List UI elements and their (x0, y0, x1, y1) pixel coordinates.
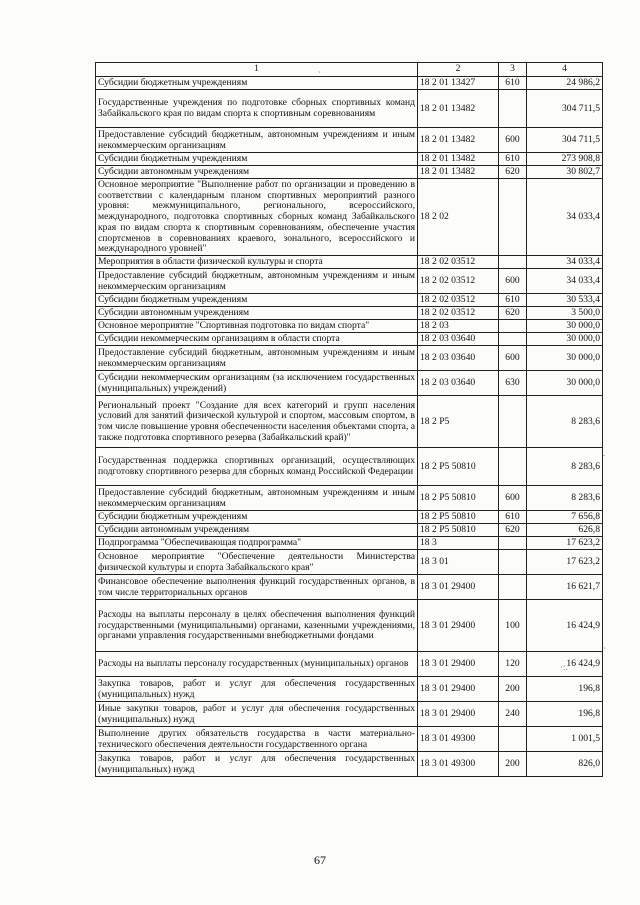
table-row (96, 652, 603, 677)
table-row (96, 269, 603, 294)
row-name-cell: Основное мероприятие "Обеспечение деятельности Министерства физической культуры и спорта Забайкальского края" (96, 550, 418, 575)
scan-artifact: ·:. (560, 662, 568, 672)
row-type-cell: 620 (499, 524, 527, 537)
row-amount-cell: 30 802,7 (527, 166, 603, 179)
row-amount-cell: 34 033,4 (527, 256, 603, 269)
row-name-cell: Субсидии некоммерческим организациям (за исключением государственных (муниципальных) учреждений) (96, 371, 418, 396)
row-code-cell: 18 2 02 03512 (418, 294, 499, 307)
row-amount-cell: 304 711,5 (527, 128, 603, 153)
page-number: 67 (314, 853, 326, 867)
row-amount-cell: 16 424,9 (527, 652, 603, 677)
table-row (96, 166, 603, 179)
table-row (96, 677, 603, 702)
row-type-cell: 610 (499, 511, 527, 524)
row-code-cell: 18 2 02 (418, 179, 499, 256)
row-amount-cell: 17 623,2 (527, 550, 603, 575)
row-amount-cell: 7 656,8 (527, 511, 603, 524)
row-type-cell (499, 575, 527, 600)
row-code-cell: 18 2 P5 50810 (418, 524, 499, 537)
row-type-cell: 600 (499, 128, 527, 153)
row-code-cell: 18 2 P5 50810 (418, 448, 499, 486)
row-amount-cell: 34 033,4 (527, 179, 603, 256)
row-name-cell: Финансовое обеспечение выполнения функций государственных органов, в том числе территориальных органов (96, 575, 418, 600)
row-type-cell: 240 (499, 702, 527, 727)
table-row (96, 153, 603, 166)
row-type-cell: 600 (499, 346, 527, 371)
row-code-cell: 18 3 01 29400 (418, 677, 499, 702)
table-row (96, 256, 603, 269)
row-name-cell: Государственная поддержка спортивных организаций, осуществляющих подготовку спортивного резерва для сборных команд Российской Федерации (96, 448, 418, 486)
table-row (96, 371, 603, 396)
row-amount-cell: 8 283,6 (527, 486, 603, 511)
header-col-3: 3 (499, 63, 527, 77)
row-name-cell: Иные закупки товаров, работ и услуг для обеспечения государственных (муниципальных) нужд (96, 702, 418, 727)
row-name-cell: Субсидии автономным учреждениям (96, 524, 418, 537)
row-name-cell: Расходы на выплаты персоналу в целях обеспечения выполнения функций государственными (муниципальными) органами, казенными учреждениями, органами управления государственными внебюджетными фондами (96, 600, 418, 652)
row-name-cell: Предоставление субсидий бюджетным, автономным учреждениям и иным некоммерческим организациям (96, 269, 418, 294)
row-code-cell: 18 2 03 (418, 320, 499, 333)
row-code-cell: 18 2 01 13482 (418, 128, 499, 153)
table-row (96, 524, 603, 537)
row-name-cell: Выполнение других обязательств государства в части материально-технического обеспечения деятельности государственного органа (96, 727, 418, 752)
row-code-cell: 18 2 01 13482 (418, 153, 499, 166)
table-row (96, 90, 603, 128)
row-amount-cell: 304 711,5 (527, 90, 603, 128)
row-code-cell: 18 2 P5 50810 (418, 486, 499, 511)
table-row (96, 320, 603, 333)
table-row (96, 179, 603, 256)
table-row (96, 511, 603, 524)
row-amount-cell: 196,8 (527, 702, 603, 727)
row-code-cell: 18 2 03 03640 (418, 333, 499, 346)
row-amount-cell: 1 001,5 (527, 727, 603, 752)
row-code-cell: 18 2 03 03640 (418, 371, 499, 396)
row-code-cell: 18 2 01 13482 (418, 90, 499, 128)
table-body (96, 77, 606, 777)
header-col-4: 4 (527, 63, 603, 77)
row-name-cell: Субсидии некоммерческим организациям в области спорта (96, 333, 418, 346)
row-type-cell: 200 (499, 677, 527, 702)
row-code-cell: 18 3 01 49300 (418, 727, 499, 752)
row-amount-cell: 30 000,0 (527, 320, 603, 333)
row-type-cell: 600 (499, 269, 527, 294)
row-type-cell (499, 179, 527, 256)
row-amount-cell: 8 283,6 (527, 448, 603, 486)
table-row (96, 128, 603, 153)
row-name-cell: Субсидии автономным учреждениям (96, 166, 418, 179)
row-code-cell: 18 3 01 29400 (418, 652, 499, 677)
row-amount-cell: 30 533,4 (527, 294, 603, 307)
row-type-cell (499, 256, 527, 269)
row-name-cell: Мероприятия в области физической культуры и спорта (96, 256, 418, 269)
table-row (96, 537, 603, 550)
row-name-cell: Предоставление субсидий бюджетным, автономным учреждениям и иным некоммерческим организациям (96, 346, 418, 371)
row-code-cell: 18 2 P5 50810 (418, 511, 499, 524)
row-code-cell: 18 2 01 13427 (418, 77, 499, 90)
header-col-1: 1 (96, 63, 418, 77)
row-code-cell: 18 3 (418, 537, 499, 550)
row-name-cell: Предоставление субсидий бюджетным, автономным учреждениям и иным некоммерческим организациям (96, 128, 418, 153)
row-amount-cell: 826,0 (527, 752, 603, 777)
row-code-cell: 18 2 01 13482 (418, 166, 499, 179)
row-amount-cell: 16 424,9 (527, 600, 603, 652)
row-type-cell (499, 333, 527, 346)
row-code-cell: 18 3 01 29400 (418, 575, 499, 600)
row-code-cell: 18 3 01 29400 (418, 702, 499, 727)
row-type-cell (499, 550, 527, 575)
row-code-cell: 18 2 02 03512 (418, 256, 499, 269)
table-row (96, 333, 603, 346)
table-header-row (96, 63, 603, 77)
row-name-cell: Основное мероприятие "Спортивная подготовка по видам спорта" (96, 320, 418, 333)
row-type-cell: 120 (499, 652, 527, 677)
row-name-cell: Субсидии автономным учреждениям (96, 307, 418, 320)
row-name-cell: Региональный проект "Создание для всех категорий и групп населения условий для занятий физической культурой и спортом, массовым спортом, в том числе повышение уровня обеспеченности населения объектами спорта, а также подготовка спортивного резерва (Забайкальский край)" (96, 396, 418, 448)
row-name-cell: Расходы на выплаты персоналу государственных (муниципальных) органов (96, 652, 418, 677)
row-type-cell: 610 (499, 77, 527, 90)
row-amount-cell: 626,8 (527, 524, 603, 537)
row-amount-cell: 16 621,7 (527, 575, 603, 600)
row-amount-cell: 3 500,0 (527, 307, 603, 320)
table-row (96, 575, 603, 600)
row-name-cell: Субсидии бюджетным учреждениям (96, 77, 418, 90)
table-row (96, 727, 603, 752)
table-row (96, 702, 603, 727)
row-code-cell: 18 2 03 03640 (418, 346, 499, 371)
row-code-cell: 18 2 P5 (418, 396, 499, 448)
row-code-cell: 18 3 01 49300 (418, 752, 499, 777)
table-row (96, 396, 603, 448)
row-amount-cell: 8 283,6 (527, 396, 603, 448)
row-amount-cell: 30 000,0 (527, 333, 603, 346)
budget-table (95, 62, 606, 777)
table-row (96, 752, 603, 777)
row-code-cell: 18 2 02 03512 (418, 307, 499, 320)
row-type-cell: 600 (499, 486, 527, 511)
row-type-cell: 610 (499, 294, 527, 307)
row-type-cell: 610 (499, 153, 527, 166)
row-amount-cell: 24 986,2 (527, 77, 603, 90)
row-name-cell: Субсидии бюджетным учреждениям (96, 153, 418, 166)
header-col-2: 2 (418, 63, 499, 77)
row-type-cell (499, 320, 527, 333)
row-amount-cell: 30 000,0 (527, 371, 603, 396)
row-code-cell: 18 3 01 29400 (418, 600, 499, 652)
row-type-cell: 620 (499, 307, 527, 320)
row-type-cell: 620 (499, 166, 527, 179)
row-name-cell: Закупка товаров, работ и услуг для обеспечения государственных (муниципальных) нужд (96, 677, 418, 702)
table-row (96, 448, 603, 486)
table-row (96, 600, 603, 652)
scan-artifact: . (603, 448, 606, 458)
row-amount-cell: 273 908,8 (527, 153, 603, 166)
row-type-cell: 200 (499, 752, 527, 777)
row-amount-cell: 17 623,2 (527, 537, 603, 550)
row-name-cell: Государственные учреждения по подготовке сборных спортивных команд Забайкальского края по видам спорта к спортивным соревнованиям (96, 90, 418, 128)
table-row (96, 307, 603, 320)
scan-artifact: · (603, 643, 606, 653)
table-row (96, 486, 603, 511)
row-type-cell (499, 727, 527, 752)
row-name-cell: Предоставление субсидий бюджетным, автономным учреждениям и иным некоммерческим организациям (96, 486, 418, 511)
row-code-cell: 18 2 02 03512 (418, 269, 499, 294)
scan-artifact: ` (318, 70, 321, 80)
table-row (96, 346, 603, 371)
row-type-cell (499, 90, 527, 128)
row-type-cell (499, 448, 527, 486)
row-type-cell: 630 (499, 371, 527, 396)
row-amount-cell: 34 033,4 (527, 269, 603, 294)
row-name-cell: Закупка товаров, работ и услуг для обеспечения государственных (муниципальных) нужд (96, 752, 418, 777)
row-name-cell: Подпрограмма "Обеспечивающая подпрограмма" (96, 537, 418, 550)
table-row (96, 550, 603, 575)
row-type-cell (499, 396, 527, 448)
table-row (96, 77, 603, 90)
row-name-cell: Основное мероприятие "Выполнение работ по организации и проведению в соответствии с календарным планом спортивных мероприятий разного уровня: межмуниципального, регионального, всероссийского, международного, подготовка спортивных сборных команд Забайкальского края по видам спорта к спортивным соревнованиям, обеспечение участия спортсменов в соревнованиях краевого, зонального, всероссийского и международного уровней" (96, 179, 418, 256)
row-name-cell: Субсидии бюджетным учреждениям (96, 294, 418, 307)
row-type-cell (499, 537, 527, 550)
table-row (96, 294, 603, 307)
row-amount-cell: 30 000,0 (527, 346, 603, 371)
row-type-cell: 100 (499, 600, 527, 652)
row-name-cell: Субсидии бюджетным учреждениям (96, 511, 418, 524)
row-code-cell: 18 3 01 (418, 550, 499, 575)
row-amount-cell: 196,8 (527, 677, 603, 702)
